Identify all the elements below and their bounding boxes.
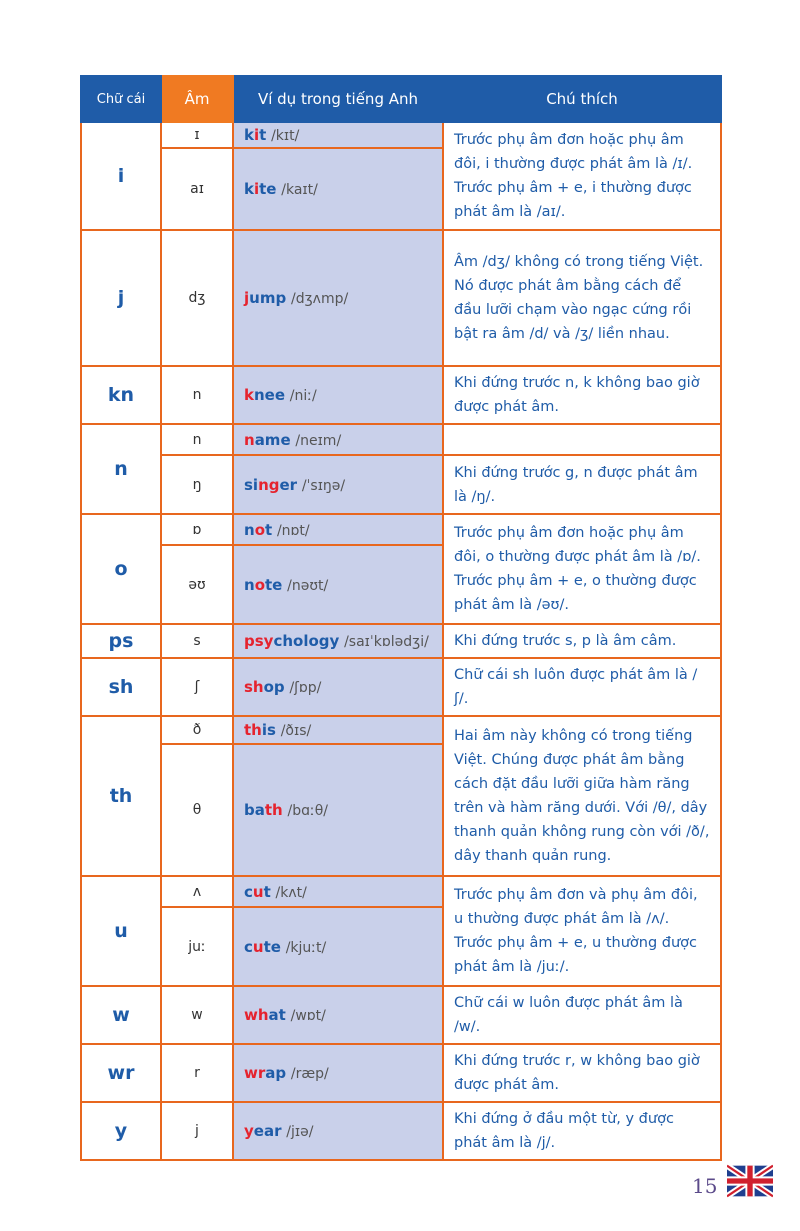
example-word-end: te: [265, 575, 283, 594]
phonics-table: [80, 75, 722, 1161]
sound-cell: əʊ: [161, 545, 233, 624]
example-word-highlight: j: [244, 289, 250, 307]
example-cell: [233, 455, 443, 514]
note-cell: Khi đứng trước g, n được phát âm là /ŋ/.: [443, 455, 721, 514]
example-cell: [233, 907, 443, 986]
table-row: [81, 986, 721, 1044]
table-row: [81, 1102, 721, 1160]
example-cell: [233, 744, 443, 876]
example-word-end: ap: [265, 1064, 287, 1082]
example-word-highlight: o: [254, 520, 265, 539]
example-ipa: /wɒt/: [290, 1008, 326, 1024]
letter-cell: u: [81, 876, 161, 986]
table-row: [81, 876, 721, 907]
example-word-end: ear: [253, 1122, 282, 1140]
example-word-end: t: [263, 882, 271, 901]
example-cell: [233, 366, 443, 424]
example-word-start: k: [244, 126, 254, 144]
example-ipa: /kʌt/: [275, 884, 307, 901]
example-cell: [233, 1102, 443, 1160]
sound-cell: ɒ: [161, 514, 233, 545]
example-ipa: /dʒʌmp/: [290, 291, 349, 307]
header-letter: Chữ cái: [81, 76, 161, 122]
example-word-highlight: wh: [244, 1006, 269, 1024]
note-cell: Khi đứng trước r, w không bao giờ được phát âm.: [443, 1044, 721, 1102]
sound-cell: ð: [161, 716, 233, 744]
example-word-start: si: [244, 475, 259, 494]
example-word-highlight: i: [253, 180, 260, 198]
page-number: 15: [692, 1174, 718, 1198]
note-cell: [443, 424, 721, 455]
table-row: [81, 624, 721, 658]
table-row: [81, 514, 721, 545]
example-cell: [233, 148, 443, 230]
example-cell: [233, 716, 443, 744]
example-word-end: ump: [249, 289, 287, 307]
example-word-highlight: sh: [244, 678, 264, 696]
example-word-highlight: th: [244, 721, 262, 739]
example-word-end: te: [263, 937, 281, 956]
example-word-start: ba: [244, 801, 265, 819]
table-row: [81, 122, 721, 148]
note-cell: Chữ cái sh luôn được phát âm là /ʃ/.: [443, 658, 721, 716]
example-cell: [233, 658, 443, 716]
letter-cell: th: [81, 716, 161, 876]
example-word-highlight: u: [252, 937, 264, 956]
example-word-highlight: ng: [258, 475, 280, 494]
table-row: [81, 1044, 721, 1102]
sound-cell: j: [161, 1102, 233, 1160]
example-word-end: t: [265, 520, 273, 539]
example-ipa: /nəʊt/: [287, 577, 329, 594]
note-cell: Khi đứng ở đầu một từ, y được phát âm là /j/.: [443, 1102, 721, 1160]
letter-cell: ps: [81, 624, 161, 658]
example-word-highlight: psy: [244, 632, 274, 650]
letter-cell: o: [81, 514, 161, 624]
example-word-end: op: [263, 678, 285, 696]
example-word-start: c: [244, 937, 253, 956]
sound-cell: ŋ: [161, 455, 233, 514]
example-cell: [233, 1044, 443, 1102]
table-row: [81, 716, 721, 744]
sound-cell: r: [161, 1044, 233, 1102]
example-ipa: /ˈsɪŋə/: [301, 477, 346, 494]
sound-cell: ʌ: [161, 876, 233, 907]
example-word-highlight: n: [244, 430, 255, 449]
sound-cell: juː: [161, 907, 233, 986]
letter-cell: sh: [81, 658, 161, 716]
example-ipa: /kɪt/: [271, 128, 300, 144]
example-ipa: /kaɪt/: [281, 182, 318, 198]
example-word-highlight: i: [253, 126, 260, 144]
header-example: Ví dụ trong tiếng Anh: [233, 76, 443, 122]
example-cell: [233, 624, 443, 658]
example-ipa: /nɒt/: [276, 522, 310, 539]
example-word-highlight: o: [254, 575, 265, 594]
example-ipa: /neɪm/: [295, 432, 342, 449]
sound-cell: w: [161, 986, 233, 1044]
example-cell: [233, 986, 443, 1044]
header-note: Chú thích: [443, 76, 721, 122]
note-cell: Chữ cái w luôn được phát âm là /w/.: [443, 986, 721, 1044]
example-word-highlight: wr: [244, 1064, 266, 1082]
letter-cell: j: [81, 230, 161, 366]
example-ipa: /ʃɒp/: [289, 680, 322, 696]
table-header: [81, 76, 721, 122]
example-cell: [233, 545, 443, 624]
example-ipa: /kjuːt/: [285, 939, 327, 956]
table-row: [81, 230, 721, 366]
letter-cell: kn: [81, 366, 161, 424]
example-ipa: /bɑːθ/: [287, 803, 328, 819]
sound-cell: n: [161, 366, 233, 424]
letter-cell: n: [81, 424, 161, 514]
example-ipa: /jɪə/: [286, 1124, 314, 1140]
table-row: [81, 455, 721, 514]
example-word-end: is: [261, 721, 276, 739]
uk-flag-icon: [727, 1164, 773, 1198]
sound-cell: n: [161, 424, 233, 455]
example-word-highlight: u: [252, 882, 264, 901]
table-row: [81, 658, 721, 716]
sound-cell: ʃ: [161, 658, 233, 716]
sound-cell: aɪ: [161, 148, 233, 230]
example-cell: [233, 424, 443, 455]
example-word-start: n: [244, 575, 255, 594]
example-word-start: k: [244, 180, 254, 198]
letter-cell: wr: [81, 1044, 161, 1102]
example-ipa: /niː/: [289, 388, 317, 404]
example-word-end: te: [259, 180, 277, 198]
example-word-end: chology: [273, 632, 340, 650]
example-word-highlight: y: [244, 1122, 254, 1140]
note-cell: Hai âm này không có trong tiếng Việt. Chúng được phát âm bằng cách đặt đầu lưỡi giữa hàm răng trên và hàm răng dưới. Với /θ/, dây thanh quản không rung còn với /ð/, dây thanh quản rung.: [443, 716, 721, 876]
example-word-end: at: [268, 1006, 286, 1024]
example-word-end: t: [259, 126, 267, 144]
example-ipa: /ræp/: [290, 1066, 329, 1082]
note-cell: Âm /dʒ/ không có trong tiếng Việt. Nó được phát âm bằng cách để đầu lưỡi chạm vào ngạc cứng rồi bật ra âm /d/ và /ʒ/ liền nhau.: [443, 230, 721, 366]
note-cell: Khi đứng trước s, p là âm câm.: [443, 624, 721, 658]
note-cell: Khi đứng trước n, k không bao giờ được phát âm.: [443, 366, 721, 424]
table-row: [81, 424, 721, 455]
example-cell: [233, 230, 443, 366]
example-ipa: /ðɪs/: [280, 723, 312, 739]
example-ipa: /saɪˈkɒlədʒi/: [344, 634, 429, 650]
table-row: [81, 366, 721, 424]
example-word-end: nee: [253, 386, 286, 404]
note-cell: Trước phụ âm đơn và phụ âm đôi, u thường được phát âm là /ʌ/. Trước phụ âm + e, u thường được phát âm là /juː/.: [443, 876, 721, 986]
sound-cell: θ: [161, 744, 233, 876]
example-cell: [233, 876, 443, 907]
example-word-start: n: [244, 520, 255, 539]
example-word-start: c: [244, 882, 253, 901]
example-word-highlight: th: [264, 801, 283, 819]
note-cell: Trước phụ âm đơn hoặc phụ âm đôi, o thường được phát âm là /ɒ/. Trước phụ âm + e, o thường được phát âm là /əʊ/.: [443, 514, 721, 624]
letter-cell: i: [81, 122, 161, 230]
header-sound: Âm: [161, 76, 233, 122]
letter-cell: w: [81, 986, 161, 1044]
example-cell: [233, 122, 443, 148]
example-word-end: er: [279, 475, 298, 494]
example-cell: [233, 514, 443, 545]
sound-cell: s: [161, 624, 233, 658]
note-cell: Trước phụ âm đơn hoặc phụ âm đôi, i thường được phát âm là /ɪ/. Trước phụ âm + e, i thường được phát âm là /aɪ/.: [443, 122, 721, 230]
example-word-highlight: k: [244, 386, 254, 404]
example-word-end: ame: [254, 430, 291, 449]
sound-cell: ɪ: [161, 122, 233, 148]
sound-cell: dʒ: [161, 230, 233, 366]
letter-cell: y: [81, 1102, 161, 1160]
